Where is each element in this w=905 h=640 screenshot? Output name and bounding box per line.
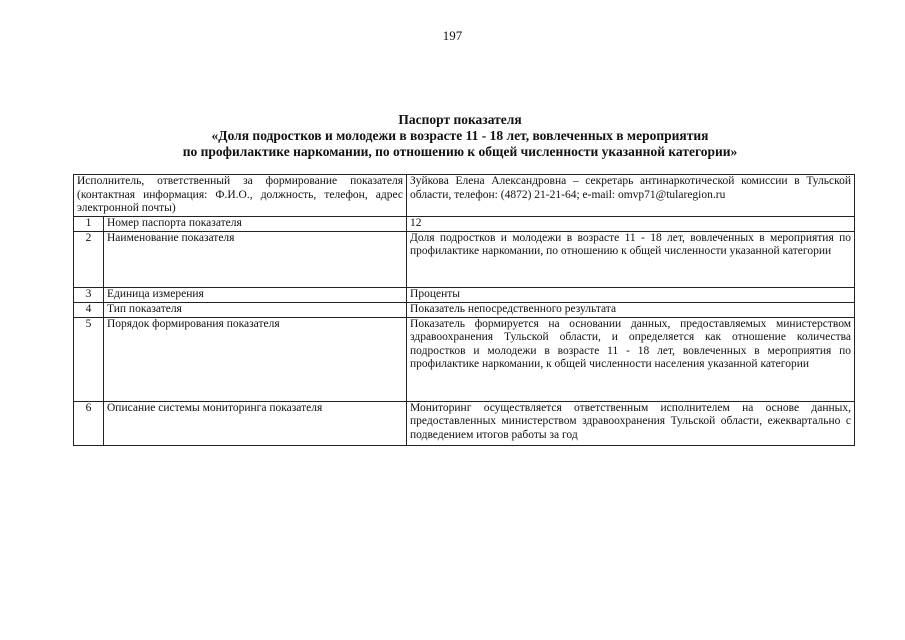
table-row	[74, 401, 855, 445]
row-value: Показатель непосредственного результата	[407, 302, 855, 317]
row-name: Порядок формирования показателя	[104, 317, 407, 401]
row-value: Проценты	[407, 287, 855, 302]
row-value: 12	[407, 216, 855, 231]
page-number: 197	[442, 28, 463, 43]
row-value: Доля подростков и молодежи в возрасте 11 - 18 лет, вовлеченных в мероприятия по профилактике наркомании, по отношению к общей численности указанной категории	[407, 231, 855, 287]
row-name: Описание системы мониторинга показателя	[104, 401, 407, 445]
row-name: Номер паспорта показателя	[104, 216, 407, 231]
row-number: 4	[74, 302, 104, 317]
row-number: 6	[74, 401, 104, 445]
title-line-3: по профилактике наркомании, по отношению к общей численности указанной категории»	[182, 144, 738, 159]
executor-label: Исполнитель, ответственный за формирование показателя (контактная информация: Ф.И.О., должность, телефон, адрес электронной почты)	[74, 175, 407, 217]
title-line-1: Паспорт показателя	[398, 112, 522, 127]
indicator-passport-table	[73, 174, 855, 446]
row-number: 5	[74, 317, 104, 401]
row-value: Мониторинг осуществляется ответственным исполнителем на основе данных, предоставленных министерством здравоохранения Тульской области, ежеквартально с подведением итогов работы за год	[407, 401, 855, 445]
table-row	[74, 302, 855, 317]
table-row	[74, 287, 855, 302]
table-row	[74, 216, 855, 231]
executor-value: Зуйкова Елена Александровна – секретарь антинаркотической комиссии в Тульской области, телефон: (4872) 21-21-64; e-mail: omvp71@tularegion.ru	[407, 175, 855, 217]
table-row	[74, 317, 855, 401]
executor-row	[74, 175, 855, 217]
row-name: Наименование показателя	[104, 231, 407, 287]
document-title	[120, 112, 800, 160]
row-number: 1	[74, 216, 104, 231]
row-number: 2	[74, 231, 104, 287]
row-name: Единица измерения	[104, 287, 407, 302]
table-row	[74, 231, 855, 287]
row-value: Показатель формируется на основании данных, предоставляемых министерством здравоохранения Тульской области, и определяется как отношение количества подростков и молодежи в возрасте 11 - 18 лет, вовлеченных в мероприятия по профилактике наркомании, к общей численности населения указанной категории	[407, 317, 855, 401]
title-line-2: «Доля подростков и молодежи в возрасте 11 - 18 лет, вовлеченных в мероприятия	[211, 128, 709, 143]
row-number: 3	[74, 287, 104, 302]
row-name: Тип показателя	[104, 302, 407, 317]
